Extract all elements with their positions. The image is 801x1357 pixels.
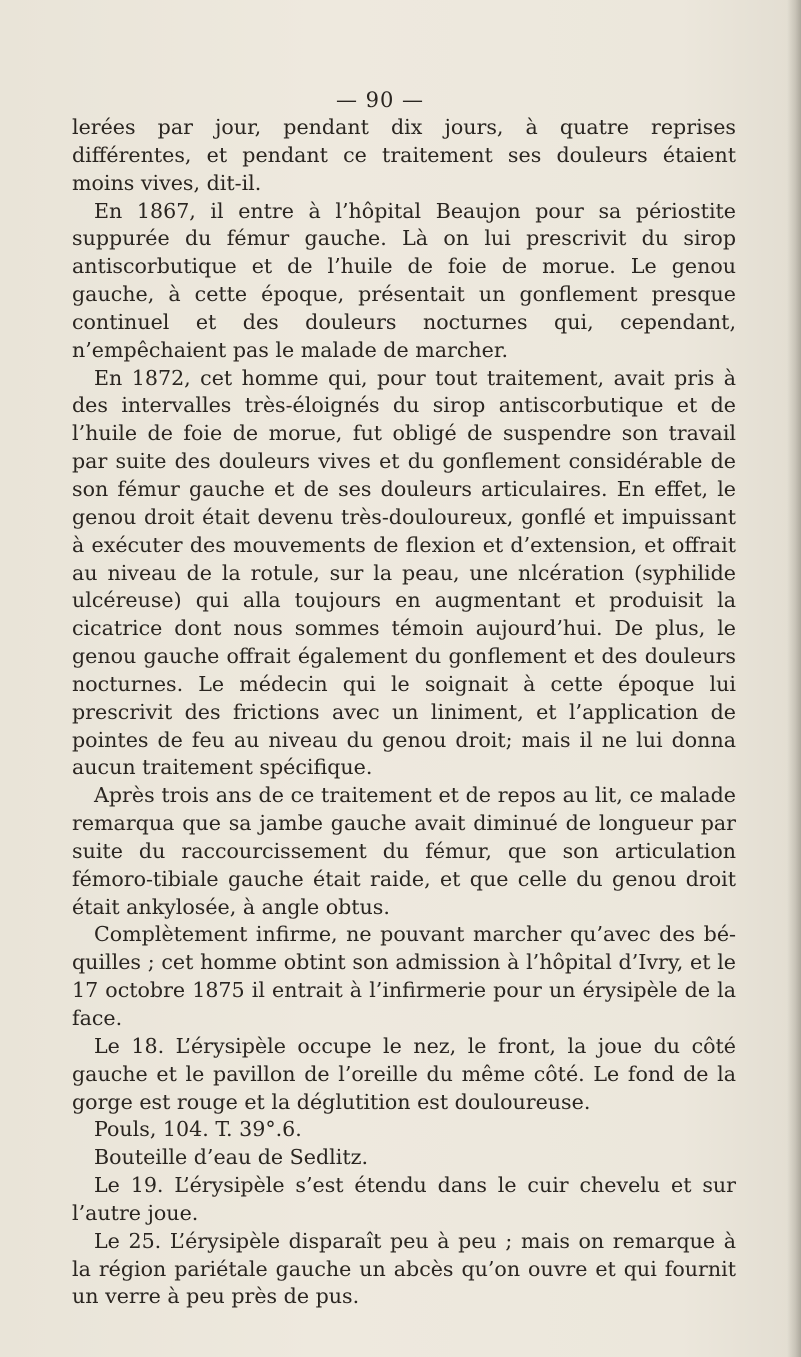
paragraph-3: En 1872, cet homme qui, pour tout traitement, avait pris à des intervalles très-éloignés du sirop antiscorbutique et de l’huile de foie de morue, fut obligé de suspendre son travail par suite des douleurs vives et du gonflement considérable de son fémur gauche et de ses douleurs articulaires. En effet, le genou droit était devenu très-douloureux, gonflé et impuissant à exécuter des mouvements de flexion et d’extension, et offrait au niveau de la rotule, sur la peau, une nlcération (syphilide ulcéreuse) qui alla toujours en augmentant et produisit la cicatrice dont nous sommes témoin aujourd’hui. De plus, le genou gauche offrait également du gonflement et des douleurs nocturnes. Le médecin qui le soignait à cette époque lui prescrivit des frictions avec un liniment, et l’application de pointes de feu au niveau du genou droit; mais il ne lui donna aucun traitement spécifique. (72, 365, 736, 780)
paragraph-5: Complètement infirme, ne pouvant marcher qu’avec des béquilles ; cet homme obtint son admission à l’hôpital d’Ivry, et le 17 octobre 1875 il entrait à l’infirmerie pour un érysipèle de la face. (72, 922, 736, 1030)
page-edge-shadow (787, 0, 801, 1357)
paragraph-6: Le 18. L’érysipèle occupe le nez, le front, la joue du côté gauche et le pavillon de l’oreille du même côté. Le fond de la gorge est rouge et la déglutition est douloureuse. (72, 1033, 736, 1114)
paragraph-2: En 1867, il entre à l’hôpital Beaujon pour sa périostite suppurée du fémur gauche. Là on lui prescrivit du sirop antiscorbutique et de l’huile de foie de morue. Le genou gauche, à cette époque, présentait un gonflement presque continuel et des douleurs nocturnes qui, cependant, n’empêchaient pas le malade de marcher. (72, 198, 736, 362)
paragraph-8: Bouteille d’eau de Sedlitz. (94, 1145, 368, 1170)
paragraph-10: Le 25. L’érysipèle disparaît peu à peu ; mais on remarque à la région pariétale gauche un abcès qu’on ouvre et qui fournit un verre à peu près de pus. (72, 1228, 736, 1309)
paragraph-1: lerées par jour, pendant dix jours, à quatre reprises différentes, et pendant ce traitement ses douleurs étaient moins vives, dit-il. (72, 115, 736, 195)
page-body (72, 114, 736, 1311)
paragraph-9: Le 19. L’érysipèle s’est étendu dans le cuir chevelu et sur l’autre joue. (72, 1173, 736, 1225)
paragraph-4: Après trois ans de ce traitement et de repos au lit, ce malade remarqua que sa jambe gauche avait diminué de longueur par suite du raccourcissement du fémur, que son articulation fémoro-tibiale gauche était raide, et que celle du genou droit était ankylosée, à angle obtus. (72, 783, 736, 919)
paragraph-7: Pouls, 104. T. 39°.6. (94, 1117, 302, 1142)
page-number: — 90 — (335, 88, 425, 112)
